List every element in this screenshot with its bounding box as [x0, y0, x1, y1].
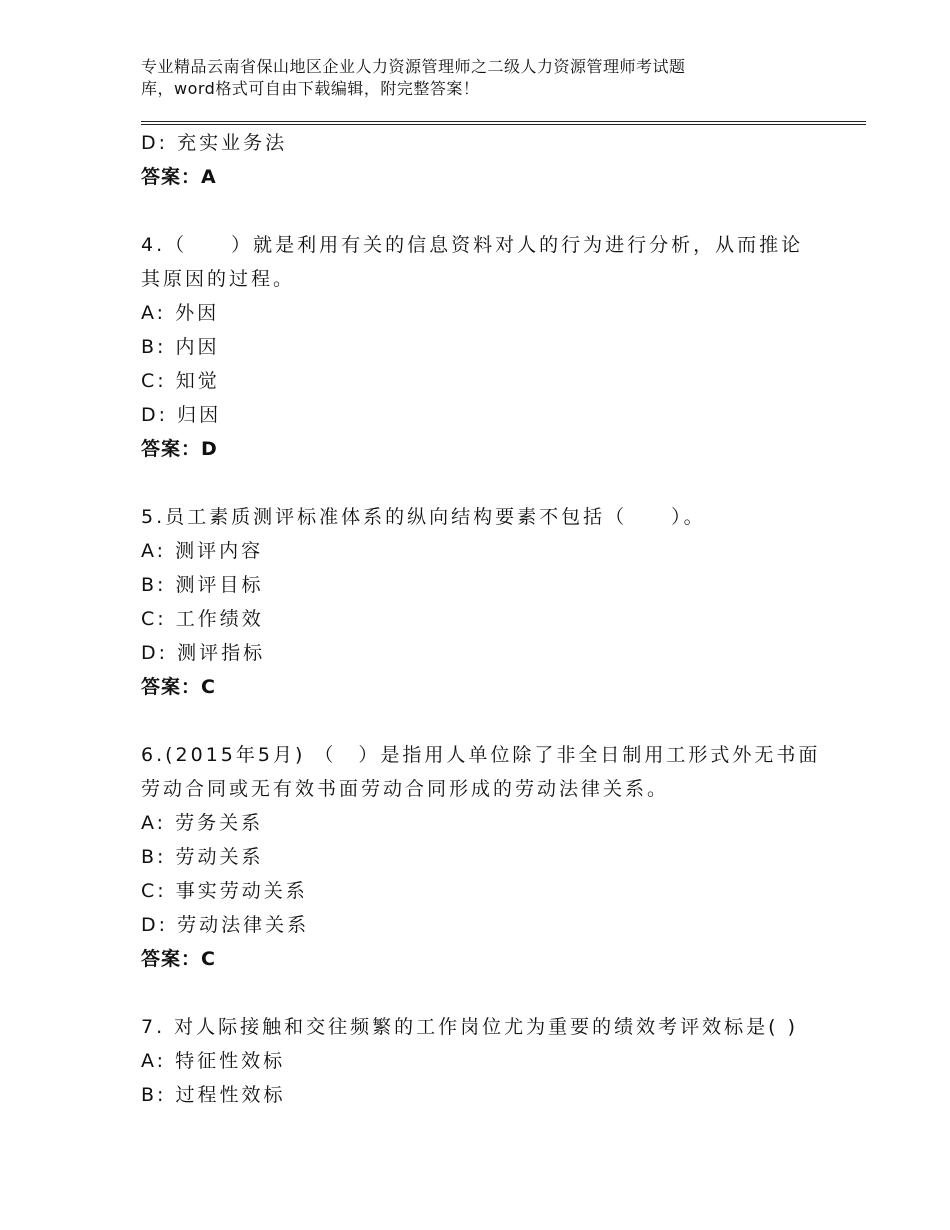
spacer — [141, 194, 841, 228]
question-5 — [141, 500, 841, 704]
option-b: B: 劳动关系 — [141, 846, 264, 868]
question-7 — [141, 1010, 841, 1112]
option-b: B: 测评目标 — [141, 574, 264, 596]
option-a: A: 劳务关系 — [141, 812, 264, 834]
question-text: 7. 对人际接触和交往频繁的工作岗位尤为重要的绩效考评效标是( ) — [141, 1016, 799, 1038]
question-text: 4.（ ）就是利用有关的信息资料对人的行为进行分析，从而推论 — [141, 234, 804, 256]
document-header — [141, 56, 821, 100]
header-title-line1: 专业精品云南省保山地区企业人力资源管理师之二级人力资源管理师考试题 — [141, 57, 686, 76]
question-4 — [141, 228, 841, 466]
question-6 — [141, 738, 841, 976]
spacer — [141, 704, 841, 738]
option-d: D: 归因 — [141, 404, 222, 426]
question-text-cont: 劳动合同或无有效书面劳动合同形成的劳动法律关系。 — [141, 778, 670, 800]
spacer — [141, 976, 841, 1010]
answer-label: 答案：C — [141, 948, 216, 970]
option-d: D: 劳动法律关系 — [141, 914, 310, 936]
option-b: B: 过程性效标 — [141, 1084, 286, 1106]
option-a: A: 外因 — [141, 302, 220, 324]
option-b: B: 内因 — [141, 336, 220, 358]
answer-label: 答案：D — [141, 438, 218, 460]
spacer — [141, 466, 841, 500]
header-divider-bottom — [141, 124, 866, 125]
header-title-line2: 库，word格式可自由下载编辑，附完整答案！ — [141, 79, 480, 98]
option-a: A: 特征性效标 — [141, 1050, 286, 1072]
answer-label: 答案：A — [141, 166, 217, 188]
question-text: 5.员工素质测评标准体系的纵向结构要素不包括（ ）。 — [141, 506, 706, 528]
option-d: D: 测评指标 — [141, 642, 266, 664]
answer-label: 答案：C — [141, 676, 216, 698]
option-c: C: 事实劳动关系 — [141, 880, 308, 902]
option-a: A: 测评内容 — [141, 540, 264, 562]
option-c: C: 工作绩效 — [141, 608, 264, 630]
header-divider-top — [141, 121, 866, 122]
question-text-cont: 其原因的过程。 — [141, 268, 296, 290]
question-content — [141, 126, 841, 1112]
option-d: D: 充实业务法 — [141, 132, 288, 154]
option-c: C: 知觉 — [141, 370, 220, 392]
question-text: 6.(2015年5月) （ ）是指用人单位除了非全日制用工形式外无书面 — [141, 744, 821, 766]
